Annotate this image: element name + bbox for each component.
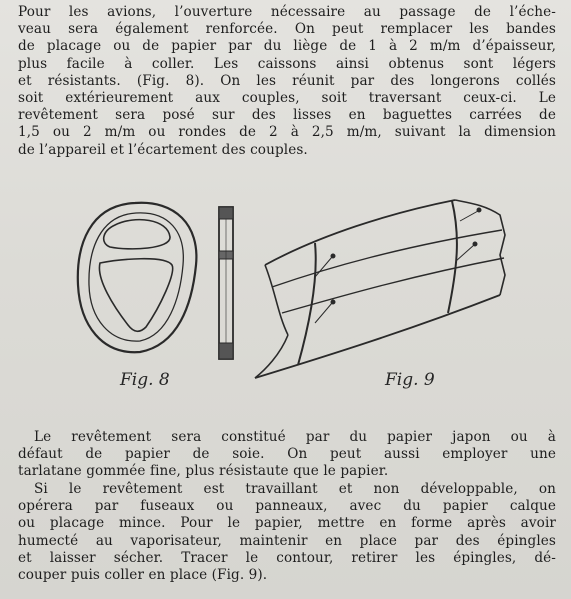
text-line: défaut de papier de soie. On peut aussi employer une [18, 446, 556, 463]
fig8-caption: Fig. 8 [120, 370, 170, 390]
text-line: 1,5 ou 2 m/m ou rondes de 2 à 2,5 m/m, suivant la dimension [18, 124, 556, 141]
paragraph-3 [18, 481, 556, 584]
text-line: soit extérieurement aux couples, soit traversant ceux-ci. Le [18, 90, 556, 107]
text-line: humecté au vaporisateur, maintenir en place par des épingles [18, 532, 556, 549]
text-line: de placage ou de papier par du liège de 1 à 2 m/m d’épaisseur, [18, 38, 556, 55]
text-line: et résistants. (Fig. 8). On les réunit par des longerons collés [18, 72, 556, 89]
text-line: veau sera également renforcée. On peut remplacer les bandes [18, 21, 556, 38]
text-line: et laisser sécher. Tracer le contour, retirer les épingles, dé- [18, 549, 556, 566]
text-line: couper puis coller en place (Fig. 9). [18, 567, 268, 584]
text-line: Si le revêtement est travaillant et non développable, on [34, 481, 556, 497]
paragraph-2 [18, 429, 556, 481]
fig9-fuselage-drawing [255, 200, 505, 378]
text-line: plus facile à coller. Les caissons ainsi obtenus sont légers [18, 55, 556, 72]
text-line: tarlatane gommée fine, plus résistaute que le papier. [18, 463, 389, 480]
text-line: de l’appareil et l’écartement des couples. [18, 141, 308, 158]
paragraph-1 [18, 4, 556, 159]
fig8-profile-drawing [219, 207, 233, 359]
text-line: ou placage mince. Pour le papier, mettre en forme après avoir [18, 515, 556, 532]
text-line: Pour les avions, l’ouverture nécessaire au passage de l’éche- [18, 4, 556, 20]
fig9-caption: Fig. 9 [385, 370, 435, 390]
fig8-frame-drawing [78, 203, 197, 352]
text-line: opérera par fuseaux ou panneaux, avec du papier calque [18, 498, 556, 515]
figures [60, 195, 520, 415]
text-line: revêtement sera posé sur des lisses en baguettes carrées de [18, 107, 556, 124]
text-line: Le revêtement sera constitué par du papier japon ou à [34, 429, 556, 445]
